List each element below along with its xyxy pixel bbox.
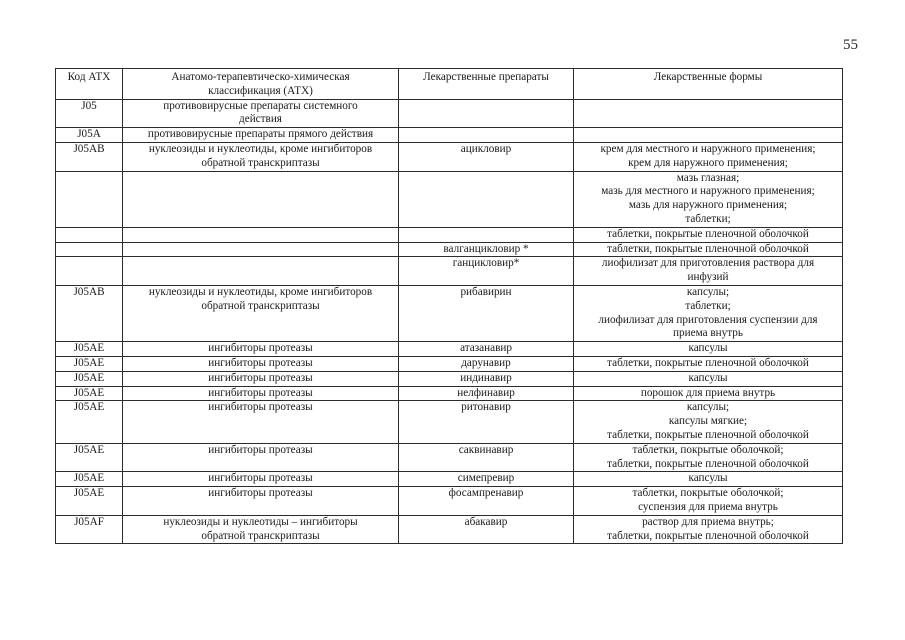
cell-atx-code — [56, 171, 123, 227]
page-number: 55 — [843, 37, 858, 53]
cell-drug-name: ацикловир — [399, 142, 574, 171]
cell-dosage-forms: таблетки, покрытые оболочкой; суспензия для приема внутрь — [574, 487, 843, 516]
cell-atx-classification — [123, 242, 399, 257]
cell-dosage-forms: капсулы; таблетки; лиофилизат для приготовления суспензии для приема внутрь — [574, 285, 843, 341]
cell-atx-code: J05AE — [56, 401, 123, 443]
cell-dosage-forms: порошок для приема внутрь — [574, 386, 843, 401]
cell-drug-name: дарунавир — [399, 356, 574, 371]
table-header-row — [56, 69, 843, 100]
cell-atx-classification — [123, 257, 399, 286]
cell-drug-name: рибавирин — [399, 285, 574, 341]
cell-drug-name — [399, 99, 574, 128]
table-row — [56, 472, 843, 487]
cell-dosage-forms: лиофилизат для приготовления раствора для инфузий — [574, 257, 843, 286]
cell-dosage-forms: таблетки, покрытые оболочкой; таблетки, покрытые пленочной оболочкой — [574, 443, 843, 472]
cell-atx-code: J05AE — [56, 356, 123, 371]
cell-atx-classification: противовирусные препараты системного действия — [123, 99, 399, 128]
cell-atx-classification: ингибиторы протеазы — [123, 472, 399, 487]
cell-dosage-forms: капсулы — [574, 472, 843, 487]
cell-dosage-forms — [574, 99, 843, 128]
cell-dosage-forms: капсулы — [574, 342, 843, 357]
cell-atx-code — [56, 227, 123, 242]
cell-atx-classification: нуклеозиды и нуклеотиды, кроме ингибиторов обратной транскриптазы — [123, 142, 399, 171]
cell-atx-classification: ингибиторы протеазы — [123, 401, 399, 443]
cell-atx-classification: противовирусные препараты прямого действия — [123, 128, 399, 143]
cell-atx-classification: ингибиторы протеазы — [123, 342, 399, 357]
header-atx-classification: Анатомо-терапевтическо-химическая классификация (АТХ) — [123, 69, 399, 100]
table-row — [56, 356, 843, 371]
table-row — [56, 227, 843, 242]
cell-drug-name: индинавир — [399, 371, 574, 386]
cell-dosage-forms — [574, 128, 843, 143]
table-row — [56, 515, 843, 544]
cell-drug-name: симепревир — [399, 472, 574, 487]
cell-atx-code: J05A — [56, 128, 123, 143]
table-row — [56, 257, 843, 286]
table-row — [56, 386, 843, 401]
cell-dosage-forms: капсулы; капсулы мягкие; таблетки, покрытые пленочной оболочкой — [574, 401, 843, 443]
cell-drug-name: фосампренавир — [399, 487, 574, 516]
cell-atx-classification: ингибиторы протеазы — [123, 487, 399, 516]
cell-atx-code: J05AE — [56, 472, 123, 487]
atx-drug-table — [55, 68, 843, 544]
table-row — [56, 285, 843, 341]
cell-drug-name: нелфинавир — [399, 386, 574, 401]
cell-atx-code — [56, 257, 123, 286]
cell-drug-name: абакавир — [399, 515, 574, 544]
cell-drug-name — [399, 171, 574, 227]
cell-atx-classification: ингибиторы протеазы — [123, 371, 399, 386]
cell-dosage-forms: таблетки, покрытые пленочной оболочкой — [574, 227, 843, 242]
cell-atx-code: J05AE — [56, 371, 123, 386]
cell-atx-classification: нуклеозиды и нуклеотиды – ингибиторы обратной транскриптазы — [123, 515, 399, 544]
table-row — [56, 99, 843, 128]
header-dosage-forms: Лекарственные формы — [574, 69, 843, 100]
cell-atx-classification: нуклеозиды и нуклеотиды, кроме ингибиторов обратной транскриптазы — [123, 285, 399, 341]
cell-atx-code: J05AE — [56, 386, 123, 401]
cell-atx-code — [56, 242, 123, 257]
cell-dosage-forms: таблетки, покрытые пленочной оболочкой — [574, 242, 843, 257]
cell-drug-name: валганцикловир * — [399, 242, 574, 257]
cell-atx-code: J05AF — [56, 515, 123, 544]
cell-drug-name: атазанавир — [399, 342, 574, 357]
cell-atx-code: J05AB — [56, 142, 123, 171]
table-row — [56, 371, 843, 386]
table-row — [56, 342, 843, 357]
cell-dosage-forms: капсулы — [574, 371, 843, 386]
table-row — [56, 401, 843, 443]
table-row — [56, 443, 843, 472]
cell-atx-code: J05AE — [56, 443, 123, 472]
cell-dosage-forms: крем для местного и наружного применения; крем для наружного применения; — [574, 142, 843, 171]
cell-atx-classification: ингибиторы протеазы — [123, 386, 399, 401]
table-row — [56, 142, 843, 171]
cell-atx-classification: ингибиторы протеазы — [123, 356, 399, 371]
cell-drug-name: ритонавир — [399, 401, 574, 443]
cell-dosage-forms: таблетки, покрытые пленочной оболочкой — [574, 356, 843, 371]
cell-atx-code: J05AE — [56, 487, 123, 516]
cell-drug-name — [399, 227, 574, 242]
cell-atx-code: J05 — [56, 99, 123, 128]
cell-drug-name — [399, 128, 574, 143]
cell-dosage-forms: раствор для приема внутрь; таблетки, покрытые пленочной оболочкой — [574, 515, 843, 544]
cell-atx-classification: ингибиторы протеазы — [123, 443, 399, 472]
table-row — [56, 242, 843, 257]
table-body — [56, 99, 843, 544]
cell-atx-classification — [123, 171, 399, 227]
cell-atx-code: J05AB — [56, 285, 123, 341]
cell-dosage-forms: мазь глазная; мазь для местного и наружного применения; мазь для наружного применения; таблетки; — [574, 171, 843, 227]
table-row — [56, 128, 843, 143]
table-row — [56, 487, 843, 516]
cell-drug-name: саквинавир — [399, 443, 574, 472]
header-atx-code: Код АТХ — [56, 69, 123, 100]
table-row — [56, 171, 843, 227]
cell-atx-code: J05AE — [56, 342, 123, 357]
header-drugs: Лекарственные препараты — [399, 69, 574, 100]
cell-atx-classification — [123, 227, 399, 242]
cell-drug-name: ганцикловир* — [399, 257, 574, 286]
